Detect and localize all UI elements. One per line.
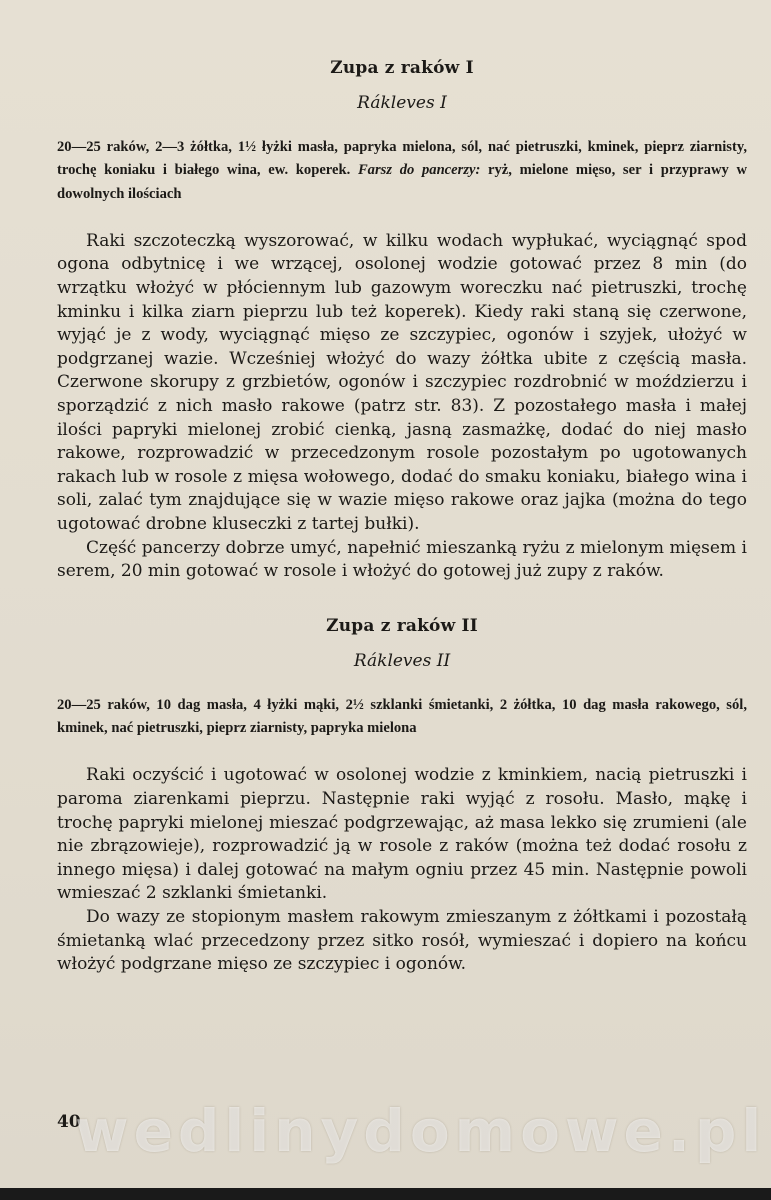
recipe-1 (57, 55, 747, 584)
recipe-2-paragraph-2: Do wazy ze stopionym masłem rakowym zmieszanym z żółtkami i pozostałą śmietanką wlać przecedzony przez sitko rosół, wymieszać i dopiero na końcu włożyć podgrzane mięso ze szczypiec i ogonów. (57, 906, 747, 975)
recipe-1-ingredients (57, 136, 747, 206)
recipe-2-ingredients: 20—25 raków, 10 dag masła, 4 łyżki mąki, 2½ szklanki śmietanki, 2 żółtka, 10 dag masła rakowego, sól, kminek, nać pietruszki, pieprz ziarnisty, papryka mielona (57, 696, 747, 737)
scan-edge (0, 1188, 771, 1200)
page-content (57, 55, 747, 977)
recipe-1-paragraph-2: Część pancerzy dobrze umyć, napełnić mieszanką ryżu z mielonym mięsem i serem, 20 min gotować w rosole i włożyć do gotowej już zupy z raków. (57, 537, 747, 582)
recipe-1-title: Zupa z raków I (330, 58, 474, 78)
recipe-1-farsz-label: Farsz do pancerzy: (357, 162, 481, 179)
recipe-2 (57, 613, 747, 977)
recipe-2-title: Zupa z raków II (326, 615, 478, 636)
recipe-1-ingredients-list: 20—25 raków, 2—3 żółtka, 1½ łyżki masła, papryka mielona, sól, nać pietruszki, kminek, pieprz ziarnisty, trochę koniaku i białego wina, ew. koperek. (57, 139, 747, 179)
watermark: wedlinydomowe.pl (75, 1097, 767, 1165)
recipe-2-subtitle: Rákleves II (353, 650, 451, 671)
page-number: 40 (57, 1112, 81, 1132)
recipe-1-subtitle: Rákleves I (357, 93, 447, 113)
recipe-2-paragraph-1: Raki oczyścić i ugotować w osolonej wodzie z kminkiem, nacią pietruszki i paroma ziarenkami pieprzu. Następnie raki wyjąć z rosołu. Masło, mąkę i trochę papryki mielonej mieszać podgrzewając, aż masa lekko się zrumieni (ale nie zbrązowieje), rozprowadzić ją w rosole z raków (można też dodać rosołu z innego mięsa) i dalej gotować na małym ogniu przez 45 min. Następnie powoli wmieszać 2 szklanki śmietanki. (57, 765, 747, 904)
recipe-1-farsz-text: ryż, mielone mięso, ser i przyprawy w dowolnych ilościach (57, 162, 748, 202)
recipe-1-paragraph-1: Raki szczoteczką wyszorować, w kilku wodach wypłukać, wyciągnąć spod ogona odbytnicę i we wrzącej, osolonej wodzie gotować przez 8 min (do wrzątku włożyć w płóciennym lub gazowym woreczku nać pietruszki, trochę kminku i kilka ziarn pieprzu lub też koperek). Kiedy raki staną się czerwone, wyjąć je z wody, wyciągnąć mięso ze szczypiec, ogonów i szyjek, ułożyć w podgrzanej wazie. Wcześniej włożyć do wazy żółtka ubite z częścią masła. Czerwone skorupy z grzbietów, ogonów i szczypiec rozdrobnić w moździerzu i sporządzić z nich masło rakowe (patrz str. 83). Z pozostałego masła i małej ilości papryki mielonej zrobić cienką, jasną zasmażkę, dodać do niej masło rakowe, rozprowadzić w przecedzonym rosole pozostałym po ugotowanych rakach lub w rosole z mięsa wołowego, dodać do smaku koniaku, białego wina i soli, zalać tym znajdujące się w wazie mięso rakowe oraz jajka (można do tego ugotować drobne kluseczki z tartej bułki). (57, 230, 747, 535)
